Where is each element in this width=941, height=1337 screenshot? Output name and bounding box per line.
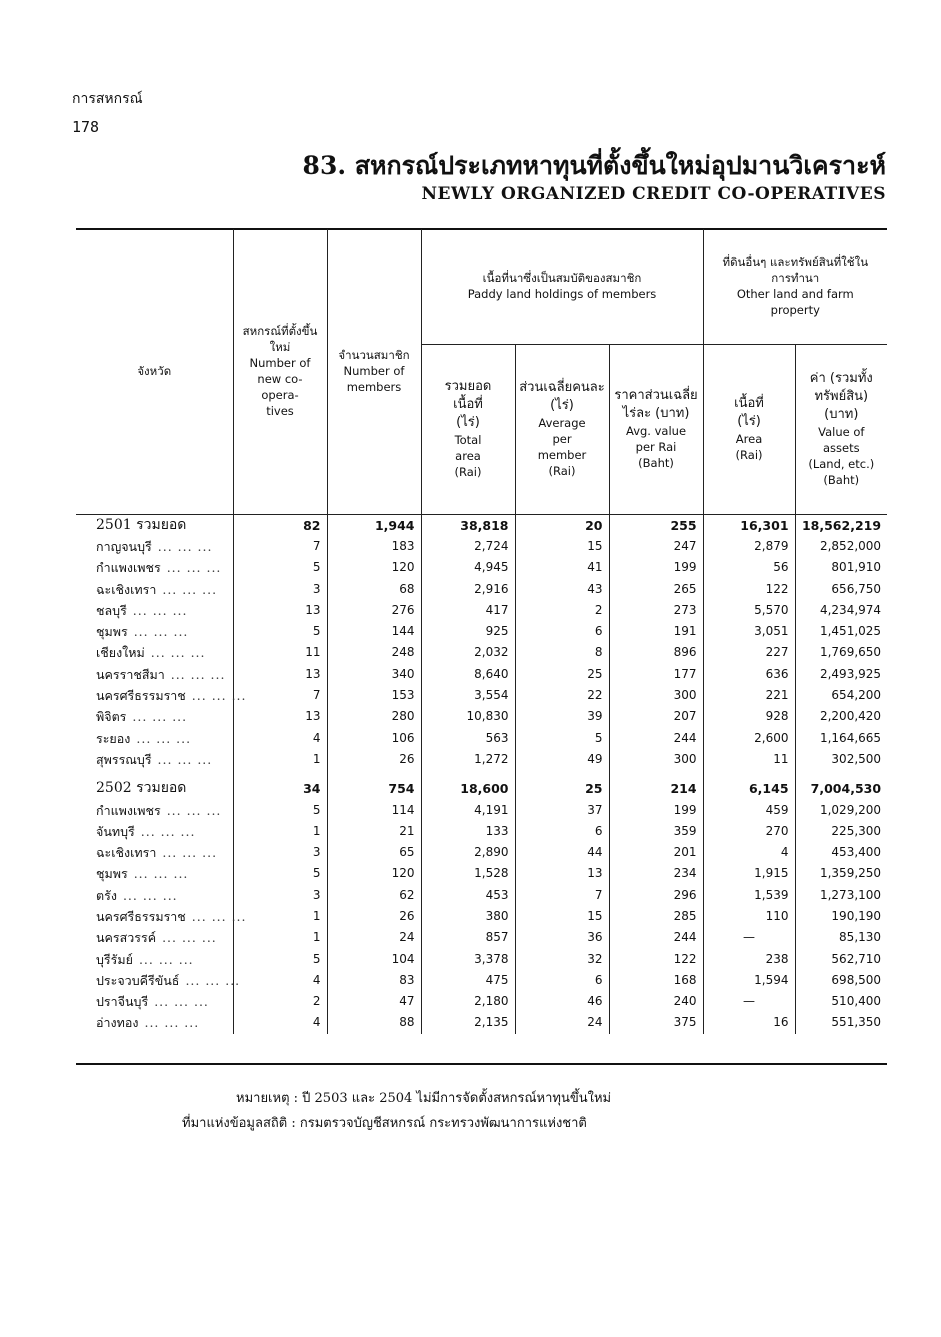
- province-name: กาญจนบุรี: [96, 538, 152, 554]
- leader-dots: ... ... ...: [144, 1015, 200, 1031]
- area-cell: 270: [703, 821, 795, 842]
- table-row: [76, 578, 887, 599]
- total-area-cell: 563: [421, 727, 515, 748]
- province-cell: [76, 727, 233, 748]
- value-assets-cell: 1,769,650: [795, 642, 887, 663]
- value-assets-cell: 4,234,974: [795, 600, 887, 621]
- avg-per-member-cell: 37: [515, 799, 609, 820]
- value-assets-cell: 801,910: [795, 557, 887, 578]
- total-area-cell: 453: [421, 885, 515, 906]
- members-cell: 83: [327, 970, 421, 991]
- area-cell: 459: [703, 799, 795, 820]
- avg-per-member-cell: 6: [515, 970, 609, 991]
- table-row: [76, 948, 887, 969]
- leader-dots: ... ... ...: [133, 624, 189, 640]
- leader-dots: ... ... ...: [185, 972, 241, 988]
- province-name: ชุมพร: [96, 624, 128, 640]
- province-cell: [76, 664, 233, 685]
- total-value-assets: 18,562,219: [795, 514, 887, 536]
- province-name: นครสวรรค์: [96, 930, 157, 946]
- members-cell: 62: [327, 885, 421, 906]
- members-cell: 114: [327, 799, 421, 820]
- avg-value-cell: 296: [609, 885, 703, 906]
- area-cell: —: [703, 991, 795, 1012]
- avg-per-member-cell: 41: [515, 557, 609, 578]
- running-header: การสหกรณ์: [72, 91, 143, 107]
- total-area-cell: 475: [421, 970, 515, 991]
- avg-value-cell: 168: [609, 970, 703, 991]
- total-area: 16,301: [703, 514, 795, 536]
- table-row: [76, 727, 887, 748]
- area-cell: 3,051: [703, 621, 795, 642]
- value-assets-cell: 1,451,025: [795, 621, 887, 642]
- province-name: นครราชสีมา: [96, 666, 165, 682]
- source-note: ที่มาแห่งข้อมูลสถิติ : กรมตรวจบัญชีสหกรณ์ กระทรวงพัฒนาการแห่งชาติ: [182, 1116, 587, 1131]
- avg-per-member-cell: 5: [515, 727, 609, 748]
- area-cell: 2,600: [703, 727, 795, 748]
- province-cell: [76, 863, 233, 884]
- value-assets-cell: 510,400: [795, 991, 887, 1012]
- leader-dots: ... ... ...: [162, 581, 218, 597]
- table-row: [76, 557, 887, 578]
- leader-dots: ... ... ...: [157, 751, 213, 767]
- members-cell: 21: [327, 821, 421, 842]
- total-area-cell: 8,640: [421, 664, 515, 685]
- area-cell: 636: [703, 664, 795, 685]
- area-cell: 1,915: [703, 863, 795, 884]
- province-cell: [76, 600, 233, 621]
- avg-per-member-cell: 15: [515, 536, 609, 557]
- members-cell: 104: [327, 948, 421, 969]
- avg-value-cell: 273: [609, 600, 703, 621]
- area-cell: 16: [703, 1012, 795, 1033]
- value-assets-cell: 551,350: [795, 1012, 887, 1033]
- table-row: [76, 600, 887, 621]
- leader-dots: ... ... ...: [140, 823, 196, 839]
- province-name: นครศรีธรรมราช: [96, 908, 186, 924]
- avg-per-member-cell: 39: [515, 706, 609, 727]
- table-row: [76, 970, 887, 991]
- total-area-cell: 1,528: [421, 863, 515, 884]
- value-assets-cell: 453,400: [795, 842, 887, 863]
- province-name: ชลบุรี: [96, 602, 127, 618]
- value-assets-cell: 1,359,250: [795, 863, 887, 884]
- value-assets-cell: 1,164,665: [795, 727, 887, 748]
- avg-per-member-cell: 32: [515, 948, 609, 969]
- members-cell: 24: [327, 927, 421, 948]
- total-area-cell: 2,916: [421, 578, 515, 599]
- avg-per-member-cell: 15: [515, 906, 609, 927]
- table-row: [76, 621, 887, 642]
- table-row: [76, 1012, 887, 1033]
- value-assets-cell: 654,200: [795, 685, 887, 706]
- new-coops-cell: 5: [233, 621, 327, 642]
- avg-value-cell: 207: [609, 706, 703, 727]
- new-coops-cell: 11: [233, 642, 327, 663]
- members-cell: 26: [327, 749, 421, 770]
- avg-value-cell: 201: [609, 842, 703, 863]
- avg-per-member-cell: 2: [515, 600, 609, 621]
- province-cell: [76, 706, 233, 727]
- avg-value-cell: 199: [609, 557, 703, 578]
- province-cell: [76, 536, 233, 557]
- header-paddy-group: เนื้อที่นาซึ่งเป็นสมบัติของสมาชิก Paddy land holdings of members: [421, 229, 703, 344]
- avg-per-member-cell: 6: [515, 821, 609, 842]
- area-cell: 56: [703, 557, 795, 578]
- table-row: [76, 906, 887, 927]
- members-cell: 120: [327, 863, 421, 884]
- avg-per-member-cell: 24: [515, 1012, 609, 1033]
- value-assets-cell: 190,190: [795, 906, 887, 927]
- province-name: ชุมพร: [96, 866, 128, 882]
- table-row: [76, 863, 887, 884]
- area-cell: 1,539: [703, 885, 795, 906]
- total-area-cell: 380: [421, 906, 515, 927]
- statistics-table: [76, 229, 887, 1034]
- table-body: [76, 514, 887, 1034]
- province-name: อ่างทอง: [96, 1015, 139, 1031]
- province-name: ประจวบคีรีขันธ์: [96, 972, 180, 988]
- table-row: [76, 885, 887, 906]
- new-coops-cell: 13: [233, 706, 327, 727]
- members-cell: 68: [327, 578, 421, 599]
- new-coops-cell: 1: [233, 906, 327, 927]
- province-name: นครศรีธรรมราช: [96, 688, 186, 704]
- table-row: [76, 536, 887, 557]
- value-assets-cell: 2,852,000: [795, 536, 887, 557]
- new-coops-cell: 3: [233, 885, 327, 906]
- province-cell: [76, 621, 233, 642]
- members-cell: 248: [327, 642, 421, 663]
- table-row: [76, 799, 887, 820]
- table-row: [76, 821, 887, 842]
- total-new-coops: 34: [233, 778, 327, 799]
- leader-dots: ... ... ...: [154, 994, 209, 1010]
- province-name: บุรีรัมย์: [96, 951, 133, 967]
- total-area-cell: 3,378: [421, 948, 515, 969]
- new-coops-cell: 7: [233, 685, 327, 706]
- header-other-group: ที่ดินอื่นๆ และทรัพย์สินที่ใช้ในการทำนา Other land and farm property: [703, 229, 887, 344]
- leader-dots: ... ... ...: [150, 645, 206, 661]
- area-cell: 4: [703, 842, 795, 863]
- avg-per-member-cell: 7: [515, 885, 609, 906]
- footnote: หมายเหตุ : ปี 2503 และ 2504 ไม่มีการจัดตั้งสหกรณ์หาทุนขึ้นใหม่: [236, 1091, 612, 1106]
- new-coops-cell: 3: [233, 842, 327, 863]
- leader-dots: ... ... ...: [170, 666, 226, 682]
- table-row: [76, 927, 887, 948]
- total-area-cell: 925: [421, 621, 515, 642]
- table-row: [76, 842, 887, 863]
- total-area-cell: 417: [421, 600, 515, 621]
- total-area-cell: 4,191: [421, 799, 515, 820]
- area-cell: 928: [703, 706, 795, 727]
- value-assets-cell: 656,750: [795, 578, 887, 599]
- total-avg-value: 214: [609, 778, 703, 799]
- total-new-coops: 82: [233, 514, 327, 536]
- area-cell: 221: [703, 685, 795, 706]
- table-row: [76, 749, 887, 770]
- leader-dots: ... ... ...: [166, 560, 222, 576]
- total-area: 6,145: [703, 778, 795, 799]
- members-cell: 183: [327, 536, 421, 557]
- group-spacer: [76, 770, 887, 778]
- year-total-row: [76, 514, 887, 536]
- province-cell: [76, 642, 233, 663]
- avg-value-cell: 896: [609, 642, 703, 663]
- table-row: [76, 685, 887, 706]
- total-members: 754: [327, 778, 421, 799]
- area-cell: 122: [703, 578, 795, 599]
- province-cell: [76, 842, 233, 863]
- avg-value-cell: 375: [609, 1012, 703, 1033]
- members-cell: 47: [327, 991, 421, 1012]
- total-area-cell: 3,554: [421, 685, 515, 706]
- province-cell: [76, 557, 233, 578]
- value-assets-cell: 562,710: [795, 948, 887, 969]
- total-area-cell: 10,830: [421, 706, 515, 727]
- new-coops-cell: 5: [233, 799, 327, 820]
- avg-per-member-cell: 6: [515, 621, 609, 642]
- new-coops-cell: 4: [233, 1012, 327, 1033]
- area-cell: 110: [703, 906, 795, 927]
- avg-per-member-cell: 25: [515, 664, 609, 685]
- table-row: [76, 642, 887, 663]
- new-coops-cell: 4: [233, 727, 327, 748]
- avg-value-cell: 191: [609, 621, 703, 642]
- avg-per-member-cell: 22: [515, 685, 609, 706]
- total-area-cell: 133: [421, 821, 515, 842]
- area-cell: 227: [703, 642, 795, 663]
- province-name: สุพรรณบุรี: [96, 751, 152, 767]
- leader-dots: ... ... ...: [122, 887, 178, 903]
- area-cell: 1,594: [703, 970, 795, 991]
- new-coops-cell: 1: [233, 821, 327, 842]
- header-new-coops: สหกรณ์ที่ตั้งขึ้นใหม่ Number of new co-opera- tives: [233, 229, 327, 514]
- province-cell: [76, 906, 247, 927]
- avg-value-cell: 359: [609, 821, 703, 842]
- avg-value-cell: 199: [609, 799, 703, 820]
- avg-per-member-cell: 49: [515, 749, 609, 770]
- province-name: กำแพงเพชร: [96, 802, 161, 818]
- province-cell: [76, 885, 233, 906]
- avg-per-member-cell: 46: [515, 991, 609, 1012]
- members-cell: 88: [327, 1012, 421, 1033]
- total-area-cell: 2,032: [421, 642, 515, 663]
- total-avg-per-member: 20: [515, 514, 609, 536]
- total-area-cell: 2,180: [421, 991, 515, 1012]
- header-total-area: รวมยอด เนื้อที่ (ไร่) Total area (Rai): [421, 344, 515, 514]
- avg-value-cell: 265: [609, 578, 703, 599]
- header-value-assets: ค่า (รวมทั้ง ทรัพย์สิน) (บาท) Value of assets (Land, etc.) (Baht): [795, 344, 887, 514]
- table-header: [76, 229, 887, 514]
- new-coops-cell: 13: [233, 664, 327, 685]
- province-name: จันทบุรี: [96, 823, 135, 839]
- value-assets-cell: 2,200,420: [795, 706, 887, 727]
- avg-value-cell: 247: [609, 536, 703, 557]
- avg-per-member-cell: 44: [515, 842, 609, 863]
- total-area-cell: 1,272: [421, 749, 515, 770]
- province-cell: [76, 749, 233, 770]
- leader-dots: ... ... ...: [191, 688, 247, 704]
- avg-value-cell: 122: [609, 948, 703, 969]
- members-cell: 276: [327, 600, 421, 621]
- avg-per-member-cell: 13: [515, 863, 609, 884]
- year-total-label: 2502 รวมยอด: [96, 780, 187, 797]
- header-avg-value: ราคาส่วนเฉลี่ย ไร่ละ (บาท) Avg. value per Rai (Baht): [609, 344, 703, 514]
- province-cell: [76, 578, 233, 599]
- leader-dots: ... ... ...: [162, 930, 217, 946]
- new-coops-cell: 2: [233, 991, 327, 1012]
- header-area: เนื้อที่ (ไร่) Area (Rai): [703, 344, 795, 514]
- province-cell: [76, 991, 233, 1012]
- province-name: ฉะเชิงเทรา: [96, 845, 157, 861]
- total-value-assets: 7,004,530: [795, 778, 887, 799]
- table-row: [76, 664, 887, 685]
- province-cell: [76, 970, 241, 991]
- total-avg-per-member: 25: [515, 778, 609, 799]
- province-name: พิจิตร: [96, 709, 127, 725]
- leader-dots: ... ... ...: [166, 802, 222, 818]
- header-members: จำนวนสมาชิก Number of members: [327, 229, 421, 514]
- leader-dots: ... ... ...: [136, 730, 192, 746]
- total-area-cell: 857: [421, 927, 515, 948]
- header-avg-per-member: ส่วนเฉลี่ยคนละ (ไร่) Average per member (Rai): [515, 344, 609, 514]
- area-cell: 11: [703, 749, 795, 770]
- leader-dots: ... ... ...: [191, 908, 247, 924]
- province-cell: [76, 1012, 233, 1033]
- leader-dots: ... ... ...: [138, 951, 194, 967]
- avg-value-cell: 244: [609, 727, 703, 748]
- province-cell: [76, 927, 233, 948]
- members-cell: 280: [327, 706, 421, 727]
- new-coops-cell: 1: [233, 749, 327, 770]
- new-coops-cell: 5: [233, 863, 327, 884]
- new-coops-cell: 4: [233, 970, 327, 991]
- province-cell: [76, 821, 233, 842]
- total-area-cell: 2,890: [421, 842, 515, 863]
- avg-value-cell: 177: [609, 664, 703, 685]
- avg-per-member-cell: 36: [515, 927, 609, 948]
- province-cell: [76, 948, 233, 969]
- year-total-row: [76, 778, 887, 799]
- table-bottom-rule: [76, 1063, 887, 1065]
- total-total-area: 38,818: [421, 514, 515, 536]
- leader-dots: ... ... ...: [162, 845, 218, 861]
- avg-value-cell: 234: [609, 863, 703, 884]
- header-province: จังหวัด: [137, 364, 172, 379]
- total-members: 1,944: [327, 514, 421, 536]
- new-coops-cell: 13: [233, 600, 327, 621]
- table-row: [76, 706, 887, 727]
- avg-value-cell: 300: [609, 749, 703, 770]
- new-coops-cell: 1: [233, 927, 327, 948]
- table-row: [76, 991, 887, 1012]
- page-number: 178: [72, 118, 100, 136]
- province-name: กำแพงเพชร: [96, 560, 161, 576]
- avg-value-cell: 285: [609, 906, 703, 927]
- value-assets-cell: 2,493,925: [795, 664, 887, 685]
- province-name: เชียงใหม่: [96, 645, 145, 661]
- new-coops-cell: 7: [233, 536, 327, 557]
- members-cell: 120: [327, 557, 421, 578]
- total-avg-value: 255: [609, 514, 703, 536]
- members-cell: 340: [327, 664, 421, 685]
- province-name: ปราจีนบุรี: [96, 994, 149, 1010]
- area-cell: 5,570: [703, 600, 795, 621]
- leader-dots: ... ... ...: [133, 866, 189, 882]
- members-cell: 26: [327, 906, 421, 927]
- value-assets-cell: 225,300: [795, 821, 887, 842]
- leader-dots: ... ... ...: [132, 709, 188, 725]
- new-coops-cell: 5: [233, 557, 327, 578]
- leader-dots: ... ... ...: [157, 538, 213, 554]
- total-area-cell: 4,945: [421, 557, 515, 578]
- value-assets-cell: 1,273,100: [795, 885, 887, 906]
- table-title-english: NEWLY ORGANIZED CREDIT CO-OPERATIVES: [421, 184, 886, 204]
- area-cell: 2,879: [703, 536, 795, 557]
- value-assets-cell: 85,130: [795, 927, 887, 948]
- year-total-label: 2501 รวมยอด: [96, 516, 187, 533]
- area-cell: —: [703, 927, 795, 948]
- province-name: ตรัง: [96, 887, 117, 903]
- new-coops-cell: 5: [233, 948, 327, 969]
- avg-value-cell: 244: [609, 927, 703, 948]
- members-cell: 153: [327, 685, 421, 706]
- total-total-area: 18,600: [421, 778, 515, 799]
- members-cell: 144: [327, 621, 421, 642]
- members-cell: 65: [327, 842, 421, 863]
- province-cell: [76, 685, 247, 706]
- province-name: ระยอง: [96, 730, 131, 746]
- leader-dots: ... ... ...: [132, 602, 188, 618]
- avg-per-member-cell: 43: [515, 578, 609, 599]
- total-area-cell: 2,135: [421, 1012, 515, 1033]
- new-coops-cell: 3: [233, 578, 327, 599]
- value-assets-cell: 698,500: [795, 970, 887, 991]
- total-area-cell: 2,724: [421, 536, 515, 557]
- avg-per-member-cell: 8: [515, 642, 609, 663]
- value-assets-cell: 1,029,200: [795, 799, 887, 820]
- avg-value-cell: 240: [609, 991, 703, 1012]
- table-title-thai: 83. สหกรณ์ประเภทหาทุนที่ตั้งขึ้นใหม่อุปมานวิเคราะห์: [302, 151, 886, 180]
- value-assets-cell: 302,500: [795, 749, 887, 770]
- members-cell: 106: [327, 727, 421, 748]
- province-cell: [76, 799, 233, 820]
- avg-value-cell: 300: [609, 685, 703, 706]
- area-cell: 238: [703, 948, 795, 969]
- province-name: ฉะเชิงเทรา: [96, 581, 157, 597]
